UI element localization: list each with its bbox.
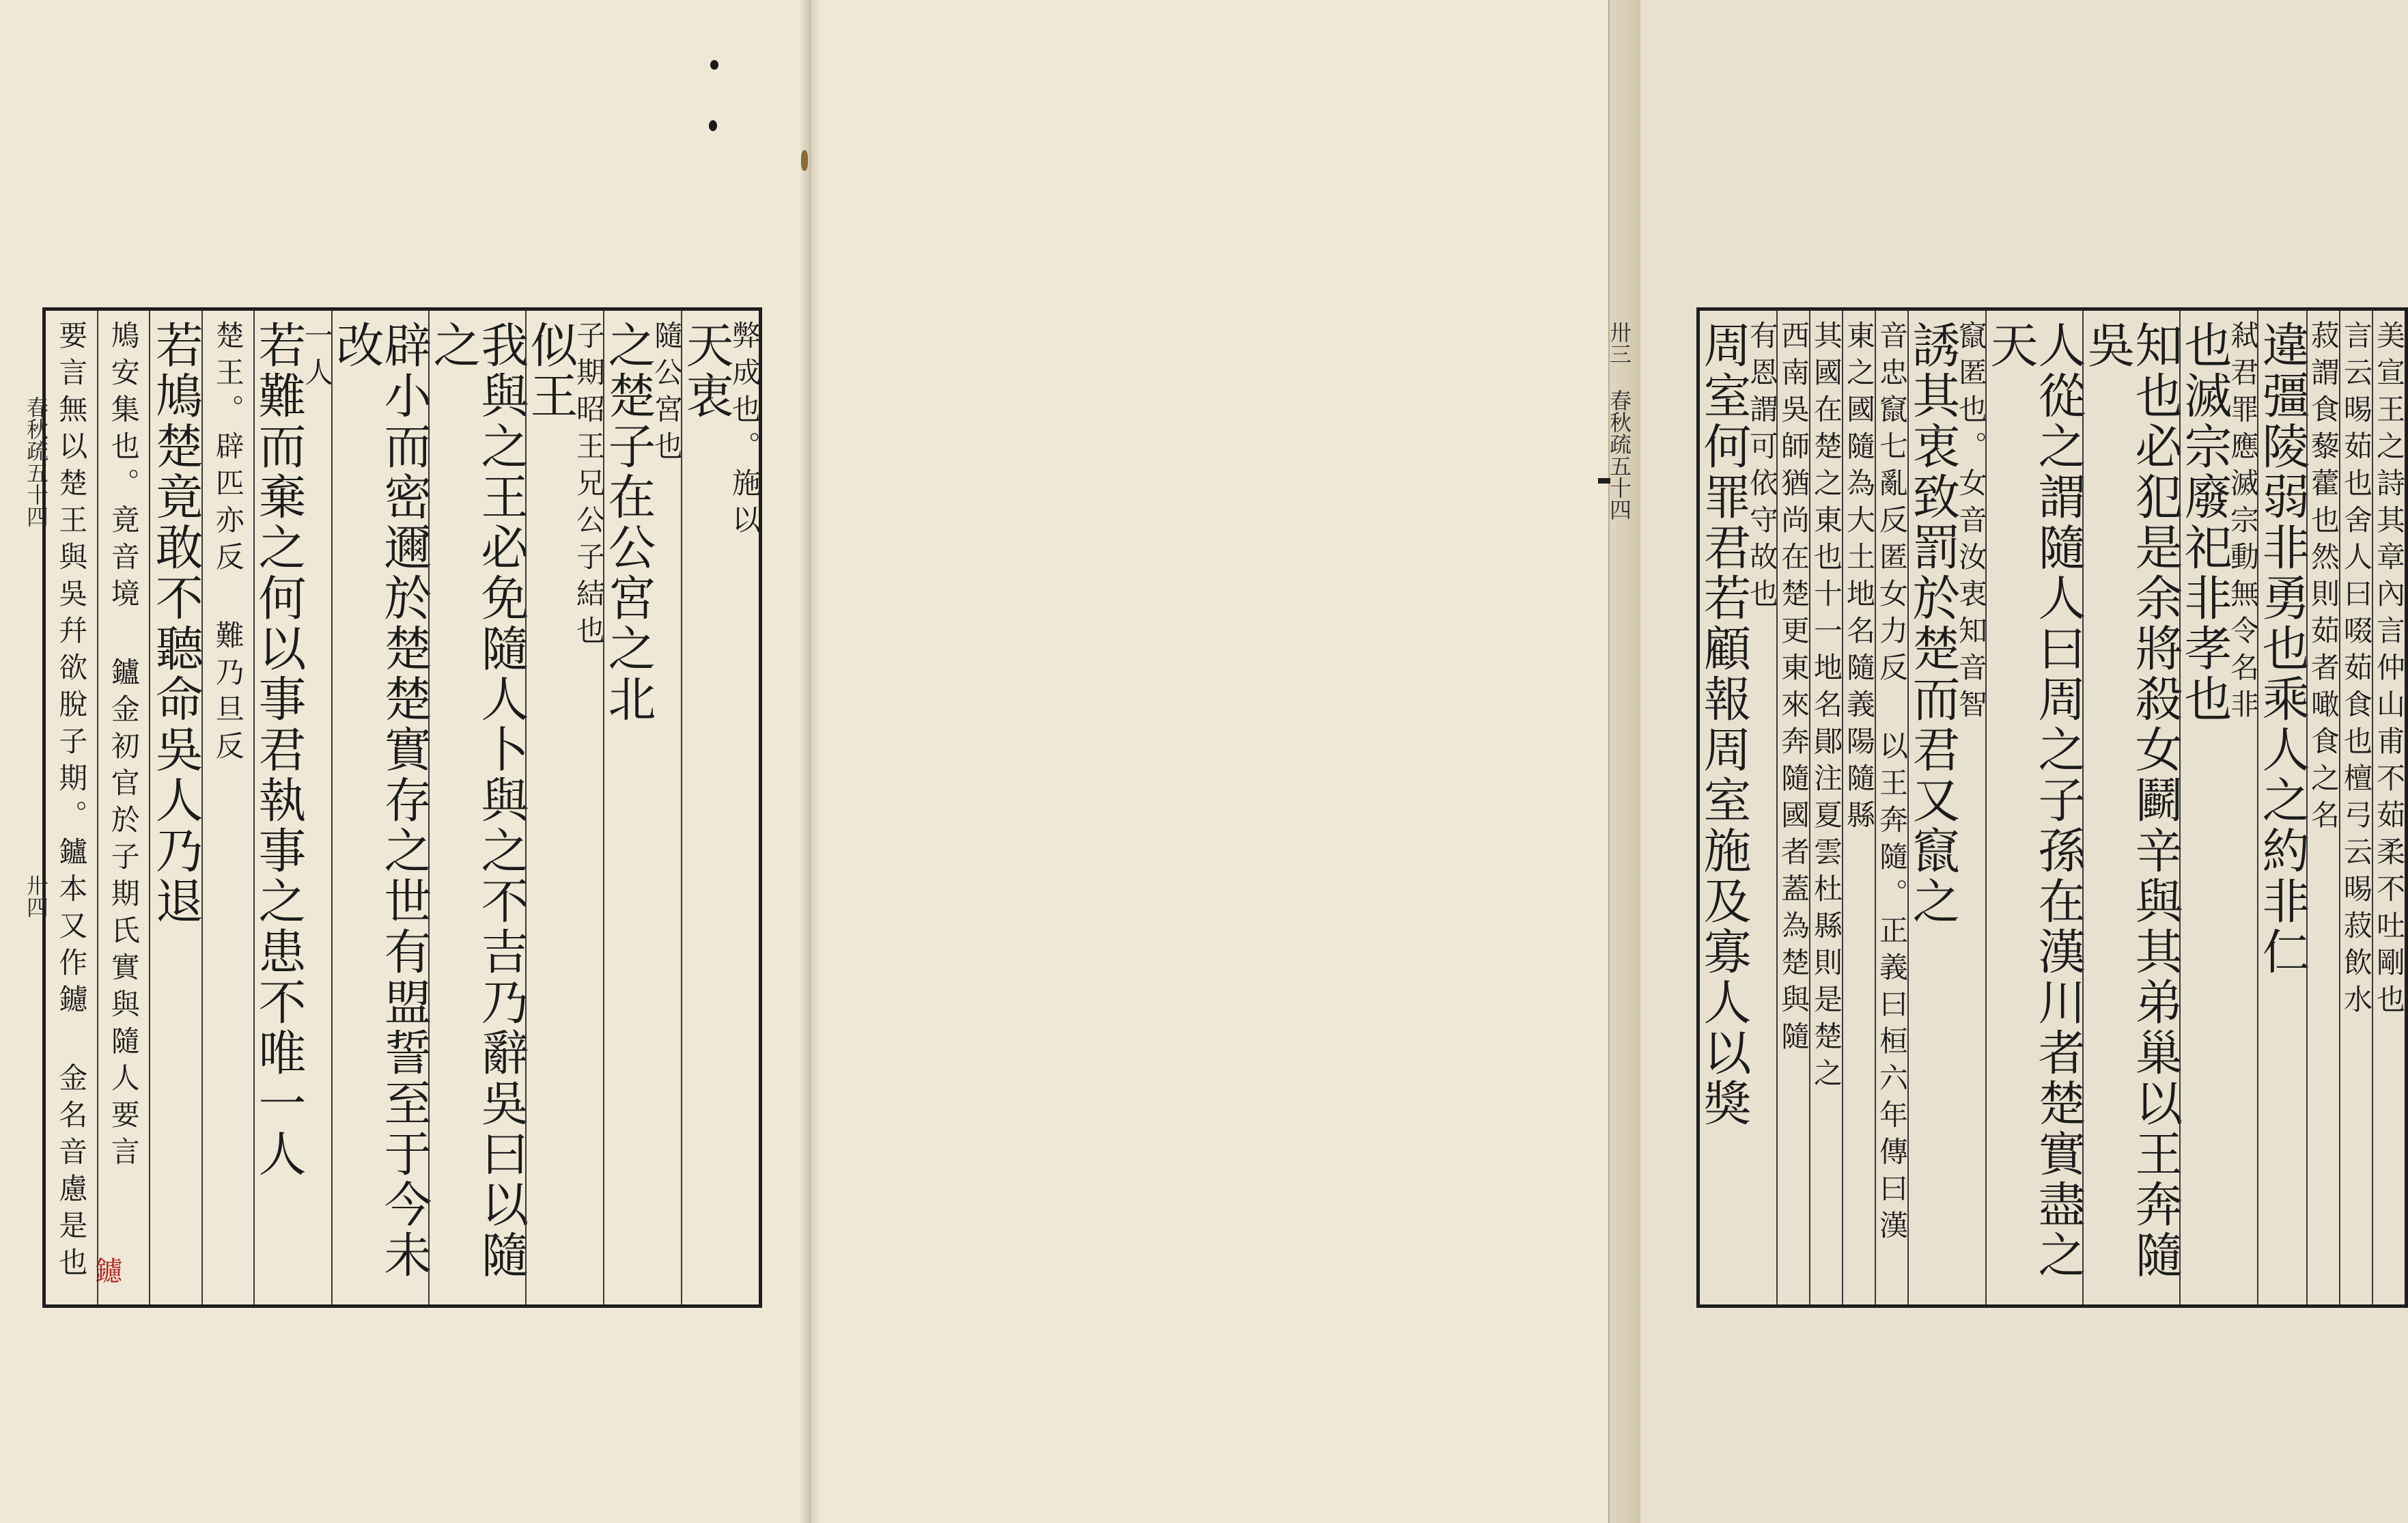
text-column — [2339, 311, 2372, 1304]
commentary-text: 其國在楚之東也十一地名鄖注夏雲杜縣則是楚之 — [1810, 320, 1843, 1095]
commentary-text: 隨公宮也 — [650, 320, 684, 468]
right-leaf-number: 卅三 — [1606, 321, 1632, 365]
commentary-text: 竄匿也。女音汝衷知音智 — [1955, 320, 1988, 726]
left-margin-label: 春秋疏五十四 — [23, 396, 49, 527]
text-column — [148, 311, 204, 1304]
commentary-text: 楚王。辟匹亦反 難乃旦反 — [211, 320, 245, 768]
main-text: 違彊陵弱非勇也乘人之約非仁 — [2254, 320, 2310, 977]
book-fold — [799, 0, 821, 1523]
text-column — [46, 311, 97, 1304]
ink-spot — [710, 60, 718, 70]
commentary-text: 有恩謂可依守故也 — [1746, 320, 1779, 615]
commentary-text: 一人 — [300, 320, 334, 394]
text-column — [1983, 311, 2086, 1304]
text-column — [2176, 311, 2260, 1304]
left-columns — [46, 311, 759, 1304]
right-columns — [1696, 311, 2406, 1304]
main-text: 辟小而密邇於楚楚實存之世有盟誓至于今未改 — [328, 320, 432, 1281]
main-text: 若鳩楚竟敢不聽命吳人乃退 — [148, 320, 204, 927]
commentary-text: 菽謂食藜藿也然則茹者噉食之名 — [2307, 320, 2340, 837]
text-column — [2306, 311, 2339, 1304]
text-column — [97, 311, 150, 1304]
main-text: 若難而棄之何以事君執事之患不唯一人 — [251, 320, 307, 1179]
main-text: 也滅宗廢祀非孝也 — [2176, 320, 2232, 725]
text-column — [522, 311, 606, 1304]
right-page — [810, 0, 2406, 1523]
left-leaf-number: 卅四 — [23, 874, 49, 918]
text-column — [251, 311, 334, 1304]
text-column — [1696, 311, 1779, 1304]
right-margin-label: 春秋疏五十四 — [1606, 389, 1632, 520]
red-seal-mark: 鑢 — [90, 1257, 122, 1284]
main-text: 之楚子在公宮之北 — [600, 320, 656, 725]
commentary-text: 西南吳師猶尚在楚更東來奔隨國者蓋為楚與隨 — [1777, 320, 1810, 1058]
commentary-text: 要言無以楚王與吳幷欲脫子期。鑪本又作鑢 金名音慮是也 — [55, 320, 89, 1284]
main-text: 誘其衷致罰於楚而君又竄之 — [1905, 320, 1961, 927]
text-column — [328, 311, 432, 1304]
commentary-text: 子期昭王兄公子結也 — [572, 320, 606, 652]
text-column — [600, 311, 684, 1304]
main-text: 人從之謂隨人曰周之子孫在漢川者楚實盡之天 — [1983, 320, 2086, 1281]
commentary-text: 美宣王之詩其章內言仲山甫不茹柔不吐剛也 — [2372, 320, 2406, 1021]
commentary-text: 弒君罪應滅宗動無令名非 — [2226, 320, 2260, 726]
text-column — [1776, 311, 1809, 1304]
text-column — [1809, 311, 1842, 1304]
ink-spot — [709, 120, 717, 131]
left-text-frame — [42, 307, 762, 1308]
text-column — [201, 311, 254, 1304]
commentary-text: 言云晹茹也舍人曰啜茹食也檀弓云晹菽飲水 — [2340, 320, 2373, 1021]
paper-tear — [801, 150, 808, 171]
main-text: 知也必犯是余將殺女鬬辛與其弟巢以王奔隨吳 — [2080, 320, 2183, 1281]
main-text: 我與之王必免隨人卜與之不吉乃辭吳曰以隨之 — [425, 320, 529, 1281]
next-leaf-edge — [1608, 0, 1640, 1523]
main-text: 天衷 — [678, 320, 734, 421]
text-column — [425, 311, 529, 1304]
text-column — [678, 311, 761, 1304]
main-text: 似王 — [522, 320, 578, 421]
text-column — [2080, 311, 2183, 1304]
commentary-text: 弊成也。施以 — [728, 320, 761, 542]
left-page — [0, 0, 810, 1523]
commentary-text: 音忠竄七亂反匿女力反 以王奔隨。正義曰桓六年傳曰漢 — [1875, 320, 1909, 1247]
commentary-text: 東之國隨為大土地名隨義陽隨縣 — [1843, 320, 1876, 837]
text-column — [1875, 311, 1907, 1304]
main-text: 周室何罪君若顧報周室施及寡人以獎 — [1696, 320, 1752, 1129]
text-column — [1905, 311, 1988, 1304]
right-text-frame — [1696, 307, 2408, 1308]
text-column — [2254, 311, 2310, 1304]
text-column — [2372, 311, 2405, 1304]
commentary-text: 鳩安集也。竟音境 鑪金初官於子期氏實與隨人要言 — [107, 320, 141, 1173]
text-column — [1842, 311, 1875, 1304]
